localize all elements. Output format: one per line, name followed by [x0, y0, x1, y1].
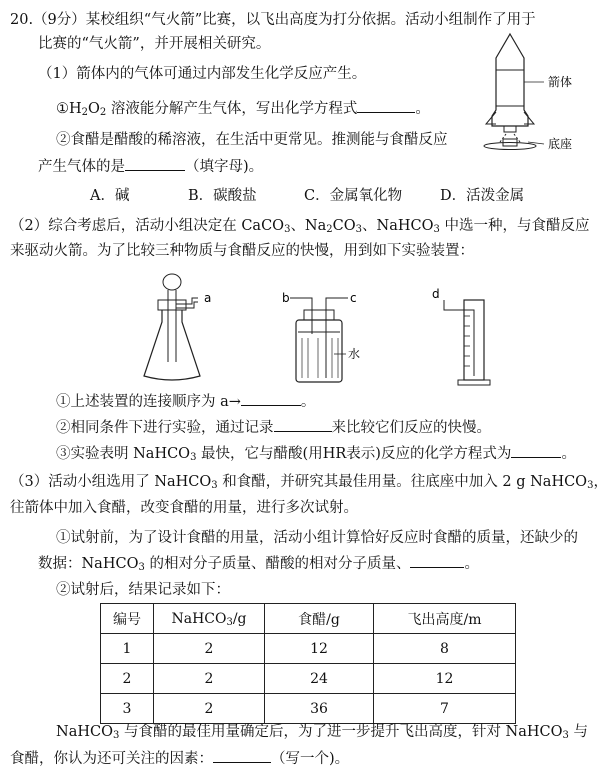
option-d: D．活泼金属 — [440, 188, 525, 204]
cylinder-apparatus — [432, 286, 502, 388]
table-cell: 2 — [154, 664, 265, 694]
part1-intro: （1）箭体内的气体可通过内部发生化学反应产生。 — [38, 66, 367, 82]
part2-intro-cont: 来驱动火箭。为了比较三种物质与食醋反应的快慢，用到如下实验装置： — [10, 243, 474, 259]
part3-intro-cont: 往箭体中加入食醋，改变食醋的用量，进行多次试射。 — [10, 500, 358, 516]
table-cell: 8 — [374, 634, 516, 664]
part2-item1: ①上述装置的连接顺序为 a→ 。 — [56, 391, 315, 412]
table-row — [101, 664, 516, 694]
option-b: B．碳酸盐 — [188, 188, 257, 204]
question-title: 20.（9分）某校组织“气火箭”比赛，以飞出高度为打分依据。活动小组制作了用于 — [10, 12, 536, 28]
answer-blank[interactable] — [410, 553, 464, 568]
rocket-base-label: 底座 — [548, 137, 573, 151]
table-cell: 12 — [265, 634, 374, 664]
table-cell: 12 — [374, 664, 516, 694]
table-cell: 2 — [154, 694, 265, 724]
table-cell: 1 — [101, 634, 154, 664]
label-water: 水 — [348, 347, 361, 361]
answer-blank[interactable] — [357, 98, 415, 113]
table-row — [101, 694, 516, 724]
part2-item2: ②相同条件下进行实验，通过记录 来比较它们反应的快慢。 — [56, 417, 491, 438]
water-bottle-apparatus — [282, 288, 382, 388]
option-c: C．金属氧化物 — [304, 188, 403, 204]
table-cell: 3 — [101, 694, 154, 724]
answer-blank[interactable] — [241, 391, 301, 406]
table-cell: 24 — [265, 664, 374, 694]
question-title-cont: 比赛的“气火箭”，并开展相关研究。 — [38, 36, 271, 52]
label-d: d — [432, 287, 440, 301]
answer-blank[interactable] — [125, 156, 185, 171]
part2-item3: ③实验表明 NaHCO$_3$ 最快，它与醋酸(用HR表示)反应的化学方程式为 。 — [56, 443, 576, 464]
label-b: b — [282, 291, 290, 305]
part3-item2: ②试射后，结果记录如下： — [56, 582, 230, 598]
table-row — [101, 634, 516, 664]
label-c: c — [350, 291, 357, 305]
table-cell: 2 — [154, 634, 265, 664]
table-cell: 36 — [265, 694, 374, 724]
final-question: NaHCO$_3$ 与食醋的最佳用量确定后，为了进一步提升飞出高度，针对 NaHCO$_3$ 与 — [56, 724, 589, 741]
rocket-body-label: 箭体 — [548, 75, 573, 89]
answer-blank[interactable] — [274, 417, 332, 432]
answer-blank[interactable] — [213, 748, 271, 763]
part1-item2: ②食醋是醋酸的稀溶液，在生活中更常见。推测能与食醋反应 — [56, 132, 448, 148]
header-id: 编号 — [101, 604, 154, 634]
part1-item1: $①H_2O_2$ 溶液能分解产生气体，写出化学方程式 。 — [56, 98, 430, 119]
option-a: A．碱 — [90, 188, 130, 204]
flask-apparatus — [140, 272, 230, 390]
table-cell: 2 — [101, 664, 154, 694]
final-question-cont: 食醋，你认为还可关注的因素： （写一个)。 — [10, 748, 349, 769]
part1-item2-cont: 产生气体的是 （填字母)。 — [38, 156, 263, 177]
table-header-row — [101, 604, 516, 634]
part3-item1: ①试射前，为了设计食醋的用量，活动小组计算恰好反应时食醋的质量，还缺少的 — [56, 530, 578, 546]
header-vinegar: 食醋/g — [265, 604, 374, 634]
results-table — [100, 603, 516, 724]
header-nahco3: NaHCO$_3$/g — [154, 604, 265, 634]
answer-blank[interactable] — [511, 443, 561, 458]
label-a: a — [204, 291, 212, 305]
table-cell: 7 — [374, 694, 516, 724]
rocket-figure — [470, 30, 590, 160]
part2-intro: （2）综合考虑后，活动小组决定在 CaCO$_3$、$Na_2CO_3$、NaHCO$_3$ 中选一种，与食醋反应 — [10, 218, 590, 235]
header-height: 飞出高度/m — [374, 604, 516, 634]
part3-item1-cont: 数据：NaHCO$_3$ 的相对分子质量、醋酸的相对分子质量、 。 — [38, 553, 479, 574]
part3-intro: （3）活动小组选用了 NaHCO$_3$ 和食醋，并研究其最佳用量。往底座中加入 2 g NaHCO$_3$， — [10, 474, 608, 491]
